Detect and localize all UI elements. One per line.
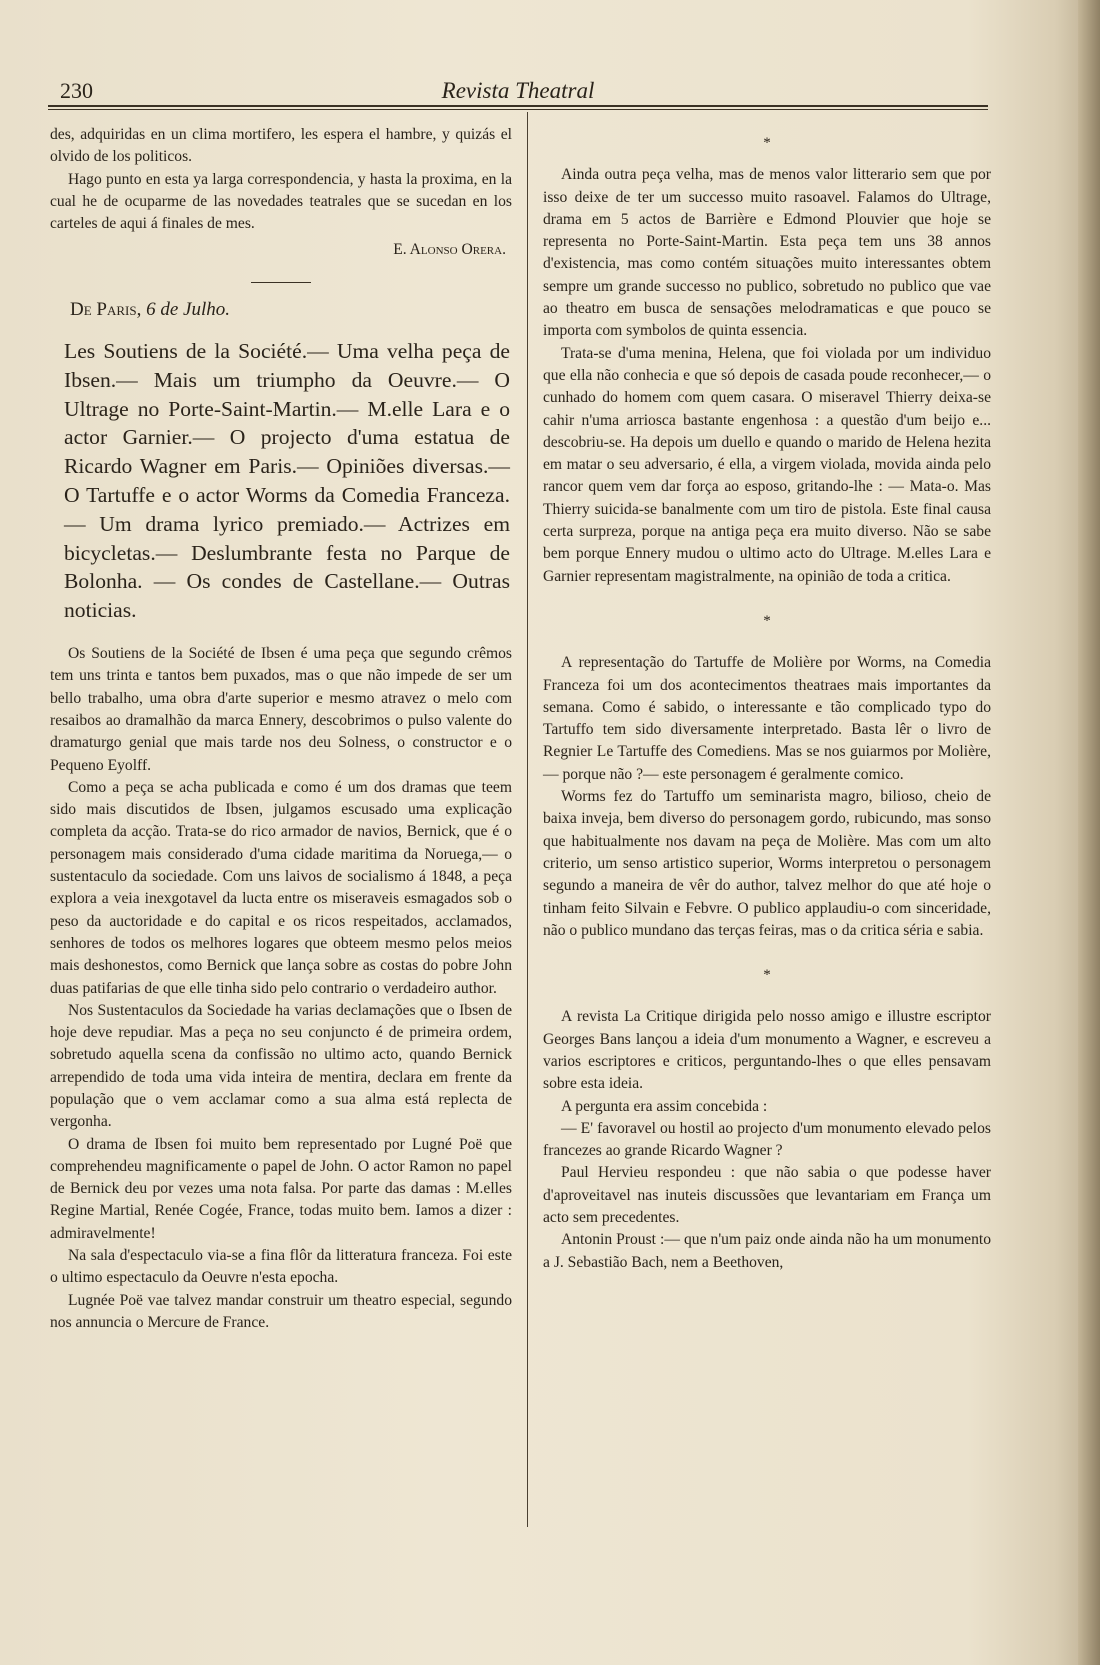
paragraph: A pergunta era assim concebida : bbox=[561, 1097, 768, 1115]
paragraph: Como a peça se acha publicada e como é um dos dramas que teem sido mais discutidos de Ibsen, julgamos escusado uma explicação completa da acção. Trata-se do rico armador de navios, Bernick, que é o personagem mais considerado d'uma cidade maritima da Noruega,— o sustentaculo da sociedade. Com uns laivos de socialismo á 1848, a peça explora a veia inexgotavel da lucta entre os miseraveis esmagados sob o peso da auctoridade e do capital e os ricos respeitados, acclamados, senhores de todos os melhores logares que obteem mesmo pelos meios mais deshonestos, como Bernick que lança sobre as costas do pobre John duas patifarias de que elle tinha sido pelo contrario o verdadeiro author. bbox=[50, 778, 512, 997]
paragraph: Worms fez do Tartuffo um seminarista magro, bilioso, cheio de baixa inveja, bem diverso do personagem gordo, rubicundo, mas sonso que habitualmente nos davam na peça de Molière. Mas com um alto criterio, um senso artistico superior, Worms interpretou o personagem segundo a maneira de vêr do author, talvez melhor do que até hoje o tinham feito Silvain e Febvre. O publico applaudiu-o com sinceridade, não o publico mundano das terças feiras, mas o da critica séria e sabia. bbox=[543, 788, 991, 939]
paragraph: A revista La Critique dirigida pelo nosso amigo e illustre escriptor Georges Bans lançou a ideia d'um monumento a Wagner, e escreveu a varios escriptores e criticos, perguntando-lhes o que elles pensavam sobre esta ideia. bbox=[543, 1008, 991, 1093]
paragraph: Ainda outra peça velha, mas de menos valor litterario sem que por isso deixe de ter um successo muito rasoavel. Falamos do Ultrage, drama em 5 actos de Barrière e Edmond Plouvier que hoje se representa no Porte-Saint-Martin. Esta peça tem uns 38 annos d'existencia, mas como contém situações muito interessantes obtem sempre um grande successo no publico, sobretudo no publico que vae ao theatro em busca de sensações melodramaticas e que pouco se importa com symbolos de quinta essencia. bbox=[543, 166, 991, 340]
dateline-date: 6 de Julho. bbox=[146, 298, 231, 320]
section-asterisk: * bbox=[763, 967, 771, 984]
dateline bbox=[70, 299, 512, 321]
running-title: Revista Theatral bbox=[441, 78, 595, 103]
paragraph: A representação do Tartuffe de Molière por Worms, na Comedia Franceza foi um dos acontecimentos theatraes mais importantes da semana. Como é sabido, o interessante e tão complicado typo do Tartuffo tem sido diversamente interpretado. Basta lêr o livro de Regnier Le Tartuffe des Comediens. Mas se nos guiarmos por Molière,— porque não ?— este personagem é geralmente comico. bbox=[543, 654, 991, 783]
paragraph: des, adquiridas en un clima mortifero, les espera el hambre, y quizás el olvido de los politicos. bbox=[50, 126, 512, 166]
section-asterisk: * bbox=[763, 612, 771, 629]
page-edge bbox=[1078, 0, 1100, 1665]
article-summary: Les Soutiens de la Société.— Uma velha peça de Ibsen.— Mais um triumpho da Oeuvre.— O Ultrage no Porte-Saint-Martin.— M.elle Lara e o actor Garnier.— O projecto d'uma estatua de Ricardo Wagner em Paris.— Opiniões diversas.— O Tartuffe e o actor Worms da Comedia Franceza.— Um drama lyrico premiado.— Actrizes em bicycletas.— Deslumbrante festa no Parque de Bolonha. — Os condes de Castellane.— Outras noticias. bbox=[64, 339, 510, 623]
section-rule bbox=[251, 282, 311, 283]
paragraph: Os Soutiens de la Société de Ibsen é uma peça que segundo crêmos tem uns trinta e tantos bem puxados, mas o que não impede de ser um bello trabalho, uma obra d'arte superior e mesmo atravez o melo com resaibos ao dramalhão da marca Ennery, descobrimos o pulso valente do dramaturgo genial que mais tarde nos deu Solness, o constructor e o Pequeno Eyolff. bbox=[50, 645, 512, 774]
right-column bbox=[543, 124, 991, 1274]
header-rule bbox=[48, 105, 988, 110]
column-divider bbox=[527, 112, 528, 1527]
running-header bbox=[48, 78, 988, 108]
dateline-city: De Paris, bbox=[70, 298, 142, 320]
paragraph: Antonin Proust :— que n'um paiz onde ainda não ha um monumento a J. Sebastião Bach, nem a Beethoven, bbox=[543, 1231, 991, 1271]
signature: E. Alonso Orera. bbox=[393, 241, 506, 259]
left-column bbox=[50, 124, 512, 1334]
paragraph: Na sala d'espectaculo via-se a fina flôr da litteratura franceza. Foi este o ultimo espectaculo da Oeuvre n'esta epocha. bbox=[50, 1247, 512, 1287]
paragraph: Nos Sustentaculos da Sociedade ha varias declamações que o Ibsen de hoje deve repudiar. Mas a peça no seu conjuncto é de primeira ordem, sobretudo aquella scena da confissão no ultimo acto, quando Bernick arrependido de toda uma vida inteira de mentira, declara em frente da população que o vem acclamar como a sua alma está replecta de vergonha. bbox=[50, 1001, 512, 1131]
paragraph: Lugnée Poë vae talvez mandar construir um theatro especial, segundo nos annuncia o Mercure de France. bbox=[50, 1291, 512, 1331]
paragraph: Paul Hervieu respondeu : que não sabia o que podesse haver d'aproveitavel nas inuteis discussões que levantariam em França um acto sem precedentes. bbox=[543, 1164, 991, 1227]
paragraph: Trata-se d'uma menina, Helena, que foi violada por um individuo que ella não conhecia e que só depois de casada poude reconhecer,— o cunhado do homem com quem casara. O miseravel Thierry deixa-se cahir n'uma arriosca bastante engenhosa : a questão d'um beijo e... descobriu-se. Ha depois um duello e quando o marido de Helena hezita em matar o seu adversario, é ella, a virgem violada, movida ainda pelo rancor quem vem dar força ao esposo, gritando-lhe : — Mata-o. Mas Thierry suicida-se banalmente com um tiro de pistola. Este final causa certa surpreza, porque na antiga peça era muito diverso. Não se sabe bem porque Ennery mudou o ultimo acto do Ultrage. M.elles Lara e Garnier representam magistralmente, na opinião de toda a critica. bbox=[543, 344, 991, 585]
paragraph: Hago punto en esta ya larga correspondencia, y hasta la proxima, en la cual he de ocuparme de las novedades teatrales que se sucedan en los carteles de aqui á finales de mes. bbox=[50, 170, 512, 233]
page-number: 230 bbox=[60, 78, 93, 103]
paragraph: — E' favoravel ou hostil ao projecto d'um monumento elevado pelos francezes ao grande Ricardo Wagner ? bbox=[543, 1119, 991, 1160]
paragraph: O drama de Ibsen foi muito bem representado por Lugné Poë que comprehendeu magnificamente o papel de John. O actor Ramon no papel de Bernick deu por vezes uma nota falsa. Por parte das damas : M.elles Regine Martial, Renée Cogée, France, todas muito bem. Iamos a dizer : admiravelmente! bbox=[50, 1135, 512, 1242]
section-asterisk: * bbox=[763, 135, 771, 151]
